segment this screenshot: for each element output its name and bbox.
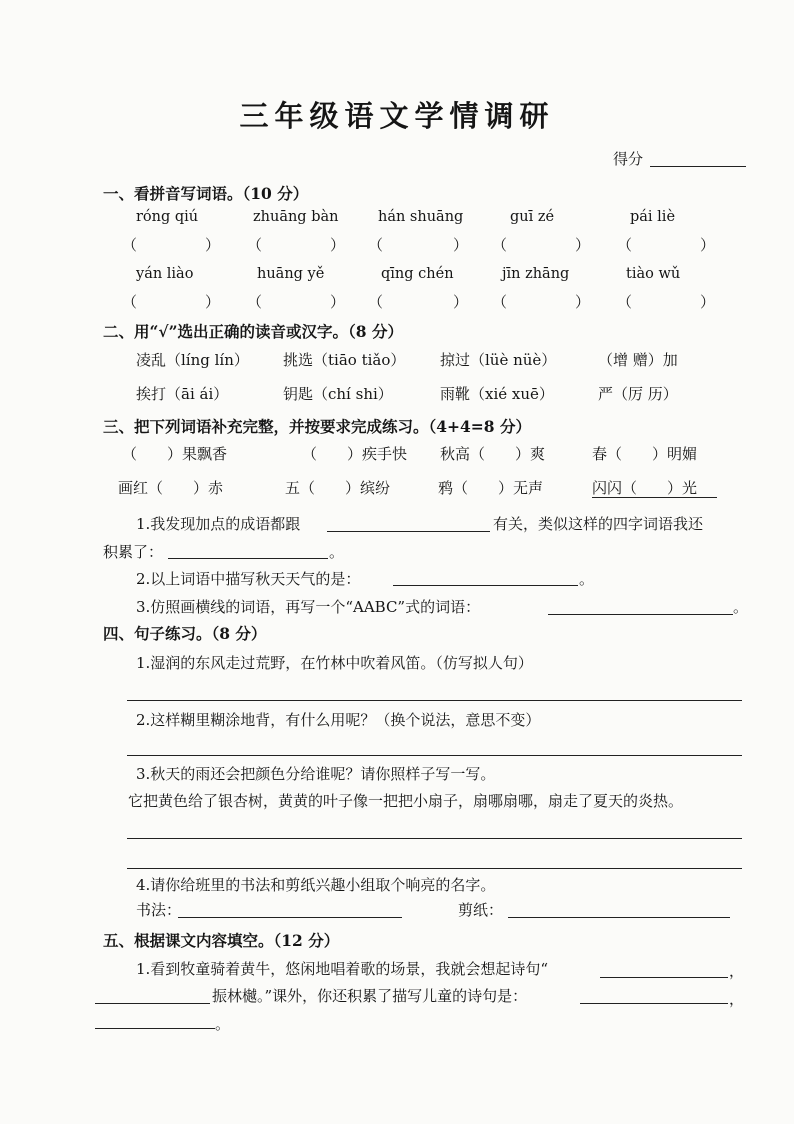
period: 。 (329, 543, 345, 561)
period: 。 (579, 570, 595, 588)
s3-q3-blank[interactable] (548, 614, 733, 615)
paren-close: ） (575, 293, 591, 311)
s3-q2-text: 2.以上词语中描写秋天天气的是： (136, 570, 361, 588)
pinyin-1: róng qiú (136, 209, 199, 225)
pinyin-7: huāng yě (257, 266, 325, 282)
pinyin-5: pái liè (630, 209, 676, 225)
period: 。 (733, 598, 749, 616)
s3-q3-text: 3.仿照画横线的词语，再写一个“AABC”式的词语： (136, 598, 481, 616)
paren-close: ） (205, 236, 221, 254)
comma: ， (729, 990, 745, 1008)
paren-open: （ (368, 236, 384, 254)
paren-close: ） (205, 293, 221, 311)
idiom-fill[interactable]: 画红（ ）赤 (118, 479, 224, 497)
s3-q1-blank[interactable] (327, 531, 490, 532)
pinyin-6: yán liào (136, 266, 194, 282)
paren-open: （ (617, 293, 633, 311)
idiom-underline (592, 497, 717, 498)
s5-q1-text: 振林樾。”课外，你还积累了描写儿童的诗句是： (212, 987, 528, 1005)
s3-q1-blank-2[interactable] (168, 558, 328, 559)
paren-open: （ (122, 236, 138, 254)
page-title: 三年级语文学情调研 (239, 99, 555, 133)
comma: ， (729, 962, 745, 980)
s3-q1-text: 积累了： (103, 543, 164, 561)
paren-close: ） (575, 236, 591, 254)
s3-q2-blank[interactable] (393, 585, 578, 586)
papercut-label: 剪纸： (458, 901, 504, 919)
section-2-heading: 二、用“√”选出正确的读音或汉字。（8 分） (103, 322, 403, 341)
paren-open: （ (122, 293, 138, 311)
idiom-fill[interactable]: 鸦（ ）无声 (438, 479, 544, 497)
paren-open: （ (617, 236, 633, 254)
s4-q2-text: 2.这样糊里糊涂地背，有什么用呢？（换个说法，意思不变） (136, 711, 541, 729)
score-blank[interactable] (650, 166, 746, 167)
paren-close: ） (700, 293, 716, 311)
choice-item[interactable]: 雨靴（xié xuē） (440, 385, 554, 403)
paren-close: ） (453, 236, 469, 254)
pinyin-8: qīng chén (381, 266, 454, 282)
section-1-heading: 一、看拼音写词语。（10 分） (103, 184, 309, 203)
pinyin-3: hán shuāng (378, 209, 464, 225)
score-label: 得分 (613, 150, 644, 168)
paren-close: ） (700, 236, 716, 254)
choice-item[interactable]: 钥匙（chí shi） (283, 385, 393, 403)
period: 。 (215, 1015, 231, 1033)
idiom-fill[interactable]: 秋高（ ）爽 (440, 445, 546, 463)
s5-q1-text: 1.看到牧童骑着黄牛，悠闲地唱着歌的场景，我就会想起诗句“ (136, 960, 548, 978)
idiom-fill[interactable]: （ ）疾手快 (302, 445, 408, 463)
paren-close: ） (453, 293, 469, 311)
answer-line[interactable] (127, 755, 742, 756)
paren-open: （ (368, 293, 384, 311)
paren-close: ） (330, 293, 346, 311)
choice-item[interactable]: 挨打（āi ái） (136, 385, 229, 403)
idiom-fill[interactable]: （ ）果飘香 (122, 445, 228, 463)
paren-open: （ (247, 293, 263, 311)
pinyin-4: guī zé (510, 209, 555, 225)
choice-item[interactable]: 掠过（lüè nüè） (440, 351, 557, 369)
paren-open: （ (492, 293, 508, 311)
s4-q3-example: 它把黄色给了银杏树，黄黄的叶子像一把把小扇子，扇哪扇哪，扇走了夏天的炎热。 (128, 792, 684, 810)
answer-line[interactable] (127, 838, 742, 839)
s3-q1-text: 有关，类似这样的四字词语我还 (493, 515, 704, 533)
calligraphy-blank[interactable] (178, 917, 402, 918)
paren-open: （ (492, 236, 508, 254)
paren-close: ） (330, 236, 346, 254)
s3-q1-text: 1.我发现加点的成语都跟 (136, 515, 301, 533)
choice-item[interactable]: （增 赠）加 (598, 351, 678, 369)
section-3-heading: 三、把下列词语补充完整，并按要求完成练习。（4+4=8 分） (103, 417, 531, 436)
pinyin-10: tiào wǔ (626, 266, 681, 282)
papercut-blank[interactable] (508, 917, 730, 918)
poem-blank[interactable] (95, 1003, 210, 1004)
idiom-fill[interactable]: 春（ ）明媚 (592, 445, 698, 463)
pinyin-2: zhuāng bàn (253, 209, 339, 225)
paren-open: （ (247, 236, 263, 254)
choice-item[interactable]: 挑选（tiāo tiǎo） (283, 351, 406, 369)
s4-q4-text: 4.请你给班里的书法和剪纸兴趣小组取个响亮的名字。 (136, 876, 496, 894)
choice-item[interactable]: 凌乱（líng lín） (136, 351, 249, 369)
pinyin-9: jīn zhāng (502, 266, 570, 282)
poem-blank[interactable] (95, 1028, 215, 1029)
section-4-heading: 四、句子练习。（8 分） (103, 624, 267, 643)
idiom-fill[interactable]: 五（ ）缤纷 (285, 479, 391, 497)
answer-line[interactable] (127, 700, 742, 701)
s4-q3-text: 3.秋天的雨还会把颜色分给谁呢？请你照样子写一写。 (136, 765, 496, 783)
poem-blank[interactable] (580, 1003, 728, 1004)
section-5-heading: 五、根据课文内容填空。（12 分） (103, 931, 340, 950)
s4-q1-text: 1.湿润的东风走过荒野，在竹林中吹着风笛。（仿写拟人句） (136, 654, 533, 672)
answer-line[interactable] (127, 868, 742, 869)
calligraphy-label: 书法： (136, 901, 182, 919)
idiom-fill[interactable]: 闪闪（ ）光 (592, 479, 698, 497)
choice-item[interactable]: 严（厉 历） (598, 385, 678, 403)
poem-blank[interactable] (600, 977, 728, 978)
